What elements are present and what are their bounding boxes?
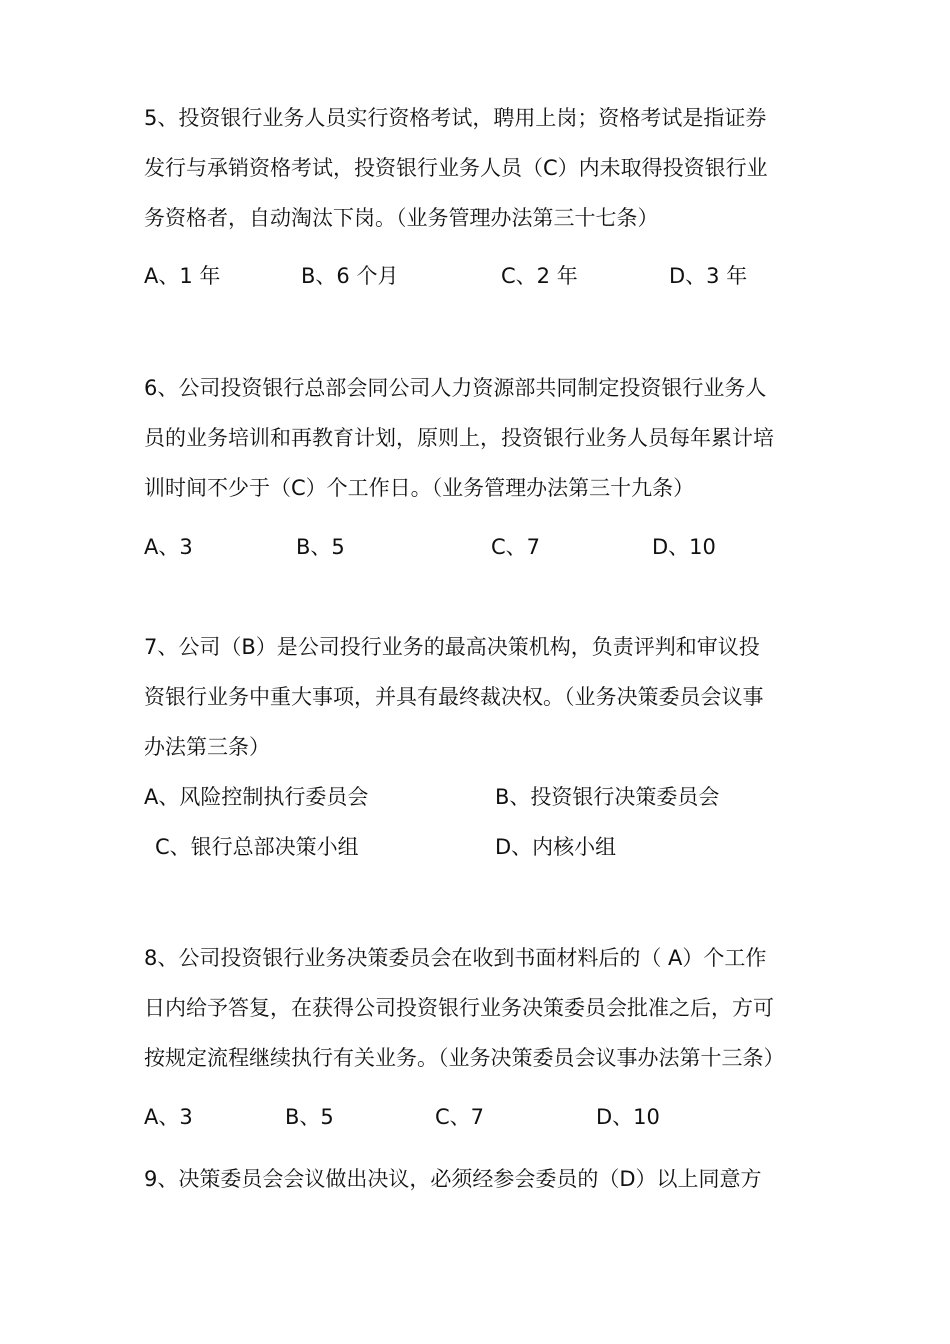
question-5-line-1: 5、投资银行业务人员实行资格考试，聘用上岗；资格考试是指证券 [144,106,767,130]
question-7-line-1: 7、公司（B）是公司投行业务的最高决策机构，负责评判和审议投 [144,635,760,659]
question-6-option-b: B、5 [296,535,345,559]
question-6-line-3: 训时间不少于（C）个工作日。（业务管理办法第三十九条） [144,476,695,500]
question-6-option-c: C、7 [491,535,541,559]
question-5-line-3: 务资格者，自动淘汰下岗。（业务管理办法第三十七条） [144,206,659,230]
question-5-option-a: A、1 年 [144,264,221,288]
question-8-line-1: 8、公司投资银行业务决策委员会在收到书面材料后的（ A）个工作 [144,946,767,970]
question-8-option-b: B、5 [285,1105,334,1129]
question-5-option-d: D、3 年 [669,264,748,288]
question-7-option-b: B、投资银行决策委员会 [495,785,720,809]
question-6-option-d: D、10 [652,535,716,559]
question-7-option-a: A、风险控制执行委员会 [144,785,369,809]
question-6-option-a: A、3 [144,535,193,559]
question-7-line-2: 资银行业务中重大事项，并具有最终裁决权。（业务决策委员会议事 [144,685,764,709]
question-7-option-d: D、内核小组 [495,835,617,859]
question-8-line-3: 按规定流程继续执行有关业务。（业务决策委员会议事办法第十三条） [144,1046,785,1070]
question-8-option-c: C、7 [435,1105,485,1129]
question-8-option-a: A、3 [144,1105,193,1129]
question-7-option-c: C、银行总部决策小组 [155,835,359,859]
question-8-line-2: 日内给予答复，在获得公司投资银行业务决策委员会批准之后，方可 [144,996,774,1020]
question-5-option-c: C、2 年 [501,264,578,288]
question-9-line-1: 9、决策委员会会议做出决议，必须经参会委员的（D）以上同意方 [144,1167,762,1191]
question-6-line-2: 员的业务培训和再教育计划，原则上，投资银行业务人员每年累计培 [144,426,774,450]
question-7-line-3: 办法第三条） [144,735,270,759]
question-5-line-2: 发行与承销资格考试，投资银行业务人员（C）内未取得投资银行业 [144,156,768,180]
question-6-line-1: 6、公司投资银行总部会同公司人力资源部共同制定投资银行业务人 [144,376,767,400]
question-8-option-d: D、10 [596,1105,660,1129]
question-5-option-b: B、6 个月 [301,264,399,288]
